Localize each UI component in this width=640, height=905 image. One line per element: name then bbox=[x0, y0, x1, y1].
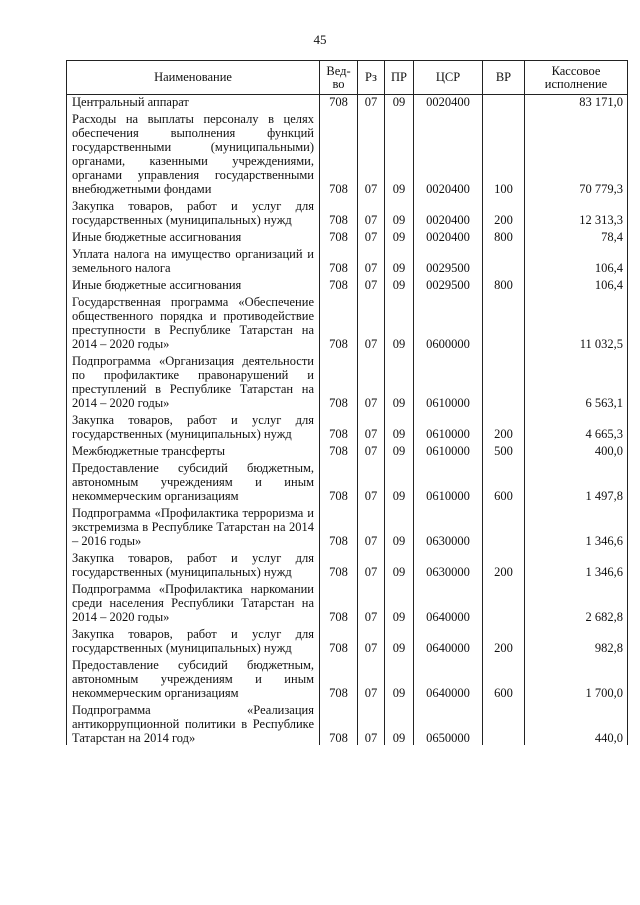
row-pr: 09 bbox=[385, 112, 414, 196]
table-row bbox=[67, 551, 628, 579]
row-csr: 0020400 bbox=[414, 230, 483, 244]
table-row bbox=[67, 658, 628, 700]
row-csr: 0640000 bbox=[414, 658, 483, 700]
row-name: Предоставление субсидий бюджетным, автономным учреждениям и иным некоммерческим организациям bbox=[67, 461, 320, 503]
header-pr: ПР bbox=[385, 61, 414, 95]
row-pr: 09 bbox=[385, 95, 414, 110]
row-vr: 200 bbox=[483, 199, 525, 227]
row-amount: 982,8 bbox=[525, 627, 628, 655]
row-vr bbox=[483, 95, 525, 110]
row-amount: 1 700,0 bbox=[525, 658, 628, 700]
row-ved: 708 bbox=[320, 95, 358, 110]
row-pr: 09 bbox=[385, 551, 414, 579]
row-pr: 09 bbox=[385, 703, 414, 745]
row-rz: 07 bbox=[358, 627, 385, 655]
row-rz: 07 bbox=[358, 703, 385, 745]
row-rz: 07 bbox=[358, 413, 385, 441]
row-amount: 1 497,8 bbox=[525, 461, 628, 503]
row-rz: 07 bbox=[358, 199, 385, 227]
table-row bbox=[67, 627, 628, 655]
row-csr: 0020400 bbox=[414, 199, 483, 227]
budget-table bbox=[66, 60, 628, 745]
row-csr: 0610000 bbox=[414, 413, 483, 441]
row-rz: 07 bbox=[358, 354, 385, 410]
row-ved: 708 bbox=[320, 247, 358, 275]
row-rz: 07 bbox=[358, 658, 385, 700]
header-csr: ЦСР bbox=[414, 61, 483, 95]
row-vr: 800 bbox=[483, 278, 525, 292]
row-amount: 400,0 bbox=[525, 444, 628, 458]
row-name: Государственная программа «Обеспечение общественного порядка и противодействие преступности в Республике Татарстан на 2014 – 2020 годы» bbox=[67, 295, 320, 351]
row-pr: 09 bbox=[385, 658, 414, 700]
row-ved: 708 bbox=[320, 112, 358, 196]
header-vr: ВР bbox=[483, 61, 525, 95]
row-vr bbox=[483, 703, 525, 745]
row-pr: 09 bbox=[385, 506, 414, 548]
header-name: Наименование bbox=[67, 61, 320, 95]
row-vr: 200 bbox=[483, 627, 525, 655]
row-pr: 09 bbox=[385, 295, 414, 351]
row-pr: 09 bbox=[385, 413, 414, 441]
row-amount: 4 665,3 bbox=[525, 413, 628, 441]
table-row bbox=[67, 247, 628, 275]
row-csr: 0020400 bbox=[414, 95, 483, 110]
row-rz: 07 bbox=[358, 112, 385, 196]
row-name: Иные бюджетные ассигнования bbox=[67, 278, 320, 292]
row-name: Предоставление субсидий бюджетным, автономным учреждениям и иным некоммерческим организациям bbox=[67, 658, 320, 700]
table-row bbox=[67, 95, 628, 110]
row-csr: 0020400 bbox=[414, 112, 483, 196]
row-rz: 07 bbox=[358, 582, 385, 624]
row-amount: 11 032,5 bbox=[525, 295, 628, 351]
header-rz: Рз bbox=[358, 61, 385, 95]
row-csr: 0650000 bbox=[414, 703, 483, 745]
row-csr: 0610000 bbox=[414, 354, 483, 410]
row-name: Расходы на выплаты персоналу в целях обеспечения выполнения функций государственными (муниципальными) органами, казенными учреждениями, органами управления государственными внебюджетными фондами bbox=[67, 112, 320, 196]
row-name: Подпрограмма «Организация деятельности по профилактике правонарушений и преступлений в Республике Татарстан на 2014 – 2020 годы» bbox=[67, 354, 320, 410]
table-row bbox=[67, 199, 628, 227]
row-ved: 708 bbox=[320, 199, 358, 227]
row-name: Подпрограмма «Реализация антикоррупционной политики в Республике Татарстан на 2014 год» bbox=[67, 703, 320, 745]
table-row bbox=[67, 230, 628, 244]
row-vr: 200 bbox=[483, 551, 525, 579]
row-rz: 07 bbox=[358, 230, 385, 244]
row-pr: 09 bbox=[385, 444, 414, 458]
table-row bbox=[67, 582, 628, 624]
row-csr: 0029500 bbox=[414, 247, 483, 275]
row-vr bbox=[483, 295, 525, 351]
row-csr: 0640000 bbox=[414, 582, 483, 624]
row-pr: 09 bbox=[385, 230, 414, 244]
row-ved: 708 bbox=[320, 627, 358, 655]
row-vr bbox=[483, 247, 525, 275]
row-name: Подпрограмма «Профилактика терроризма и экстремизма в Республике Татарстан на 2014 – 2016 годы» bbox=[67, 506, 320, 548]
row-ved: 708 bbox=[320, 230, 358, 244]
row-name: Закупка товаров, работ и услуг для государственных (муниципальных) нужд bbox=[67, 551, 320, 579]
row-name: Закупка товаров, работ и услуг для государственных (муниципальных) нужд bbox=[67, 413, 320, 441]
row-pr: 09 bbox=[385, 582, 414, 624]
row-rz: 07 bbox=[358, 551, 385, 579]
table-row bbox=[67, 295, 628, 351]
row-rz: 07 bbox=[358, 444, 385, 458]
row-ved: 708 bbox=[320, 461, 358, 503]
row-ved: 708 bbox=[320, 278, 358, 292]
row-amount: 1 346,6 bbox=[525, 551, 628, 579]
row-amount: 12 313,3 bbox=[525, 199, 628, 227]
table-row bbox=[67, 354, 628, 410]
row-name: Иные бюджетные ассигнования bbox=[67, 230, 320, 244]
row-vr: 600 bbox=[483, 461, 525, 503]
page-number: 45 bbox=[313, 32, 327, 47]
table-row bbox=[67, 112, 628, 196]
header-amount: Кассовое исполнение bbox=[525, 61, 628, 95]
table-header bbox=[67, 61, 628, 95]
table-row bbox=[67, 461, 628, 503]
row-amount: 2 682,8 bbox=[525, 582, 628, 624]
row-pr: 09 bbox=[385, 354, 414, 410]
table-row bbox=[67, 506, 628, 548]
row-rz: 07 bbox=[358, 461, 385, 503]
table-row bbox=[67, 703, 628, 745]
row-amount: 106,4 bbox=[525, 247, 628, 275]
row-amount: 78,4 bbox=[525, 230, 628, 244]
row-rz: 07 bbox=[358, 295, 385, 351]
row-ved: 708 bbox=[320, 354, 358, 410]
row-ved: 708 bbox=[320, 658, 358, 700]
row-vr bbox=[483, 506, 525, 548]
row-ved: 708 bbox=[320, 444, 358, 458]
row-vr: 100 bbox=[483, 112, 525, 196]
row-ved: 708 bbox=[320, 506, 358, 548]
row-rz: 07 bbox=[358, 95, 385, 110]
row-pr: 09 bbox=[385, 247, 414, 275]
row-amount: 6 563,1 bbox=[525, 354, 628, 410]
row-csr: 0630000 bbox=[414, 551, 483, 579]
table-row bbox=[67, 444, 628, 458]
row-pr: 09 bbox=[385, 461, 414, 503]
row-vr: 500 bbox=[483, 444, 525, 458]
row-ved: 708 bbox=[320, 295, 358, 351]
row-vr bbox=[483, 354, 525, 410]
row-vr: 600 bbox=[483, 658, 525, 700]
row-amount: 83 171,0 bbox=[525, 95, 628, 110]
row-vr: 200 bbox=[483, 413, 525, 441]
row-ved: 708 bbox=[320, 413, 358, 441]
row-amount: 1 346,6 bbox=[525, 506, 628, 548]
row-amount: 440,0 bbox=[525, 703, 628, 745]
row-name: Закупка товаров, работ и услуг для государственных (муниципальных) нужд bbox=[67, 627, 320, 655]
row-name: Подпрограмма «Профилактика наркомании среди населения Республики Татарстан на 2014 – 2020 годы» bbox=[67, 582, 320, 624]
row-ved: 708 bbox=[320, 551, 358, 579]
row-csr: 0630000 bbox=[414, 506, 483, 548]
row-pr: 09 bbox=[385, 199, 414, 227]
row-name: Уплата налога на имущество организаций и земельного налога bbox=[67, 247, 320, 275]
header-ved: Вед- во bbox=[320, 61, 358, 95]
row-ved: 708 bbox=[320, 703, 358, 745]
row-csr: 0640000 bbox=[414, 627, 483, 655]
row-vr bbox=[483, 582, 525, 624]
row-rz: 07 bbox=[358, 247, 385, 275]
row-pr: 09 bbox=[385, 627, 414, 655]
row-amount: 70 779,3 bbox=[525, 112, 628, 196]
row-csr: 0600000 bbox=[414, 295, 483, 351]
row-amount: 106,4 bbox=[525, 278, 628, 292]
row-rz: 07 bbox=[358, 278, 385, 292]
row-csr: 0610000 bbox=[414, 461, 483, 503]
row-name: Закупка товаров, работ и услуг для государственных (муниципальных) нужд bbox=[67, 199, 320, 227]
row-vr: 800 bbox=[483, 230, 525, 244]
row-rz: 07 bbox=[358, 506, 385, 548]
row-csr: 0610000 bbox=[414, 444, 483, 458]
table-row bbox=[67, 278, 628, 292]
row-ved: 708 bbox=[320, 582, 358, 624]
row-csr: 0029500 bbox=[414, 278, 483, 292]
row-name: Межбюджетные трансферты bbox=[67, 444, 320, 458]
row-pr: 09 bbox=[385, 278, 414, 292]
table-row bbox=[67, 413, 628, 441]
row-name: Центральный аппарат bbox=[67, 95, 320, 110]
